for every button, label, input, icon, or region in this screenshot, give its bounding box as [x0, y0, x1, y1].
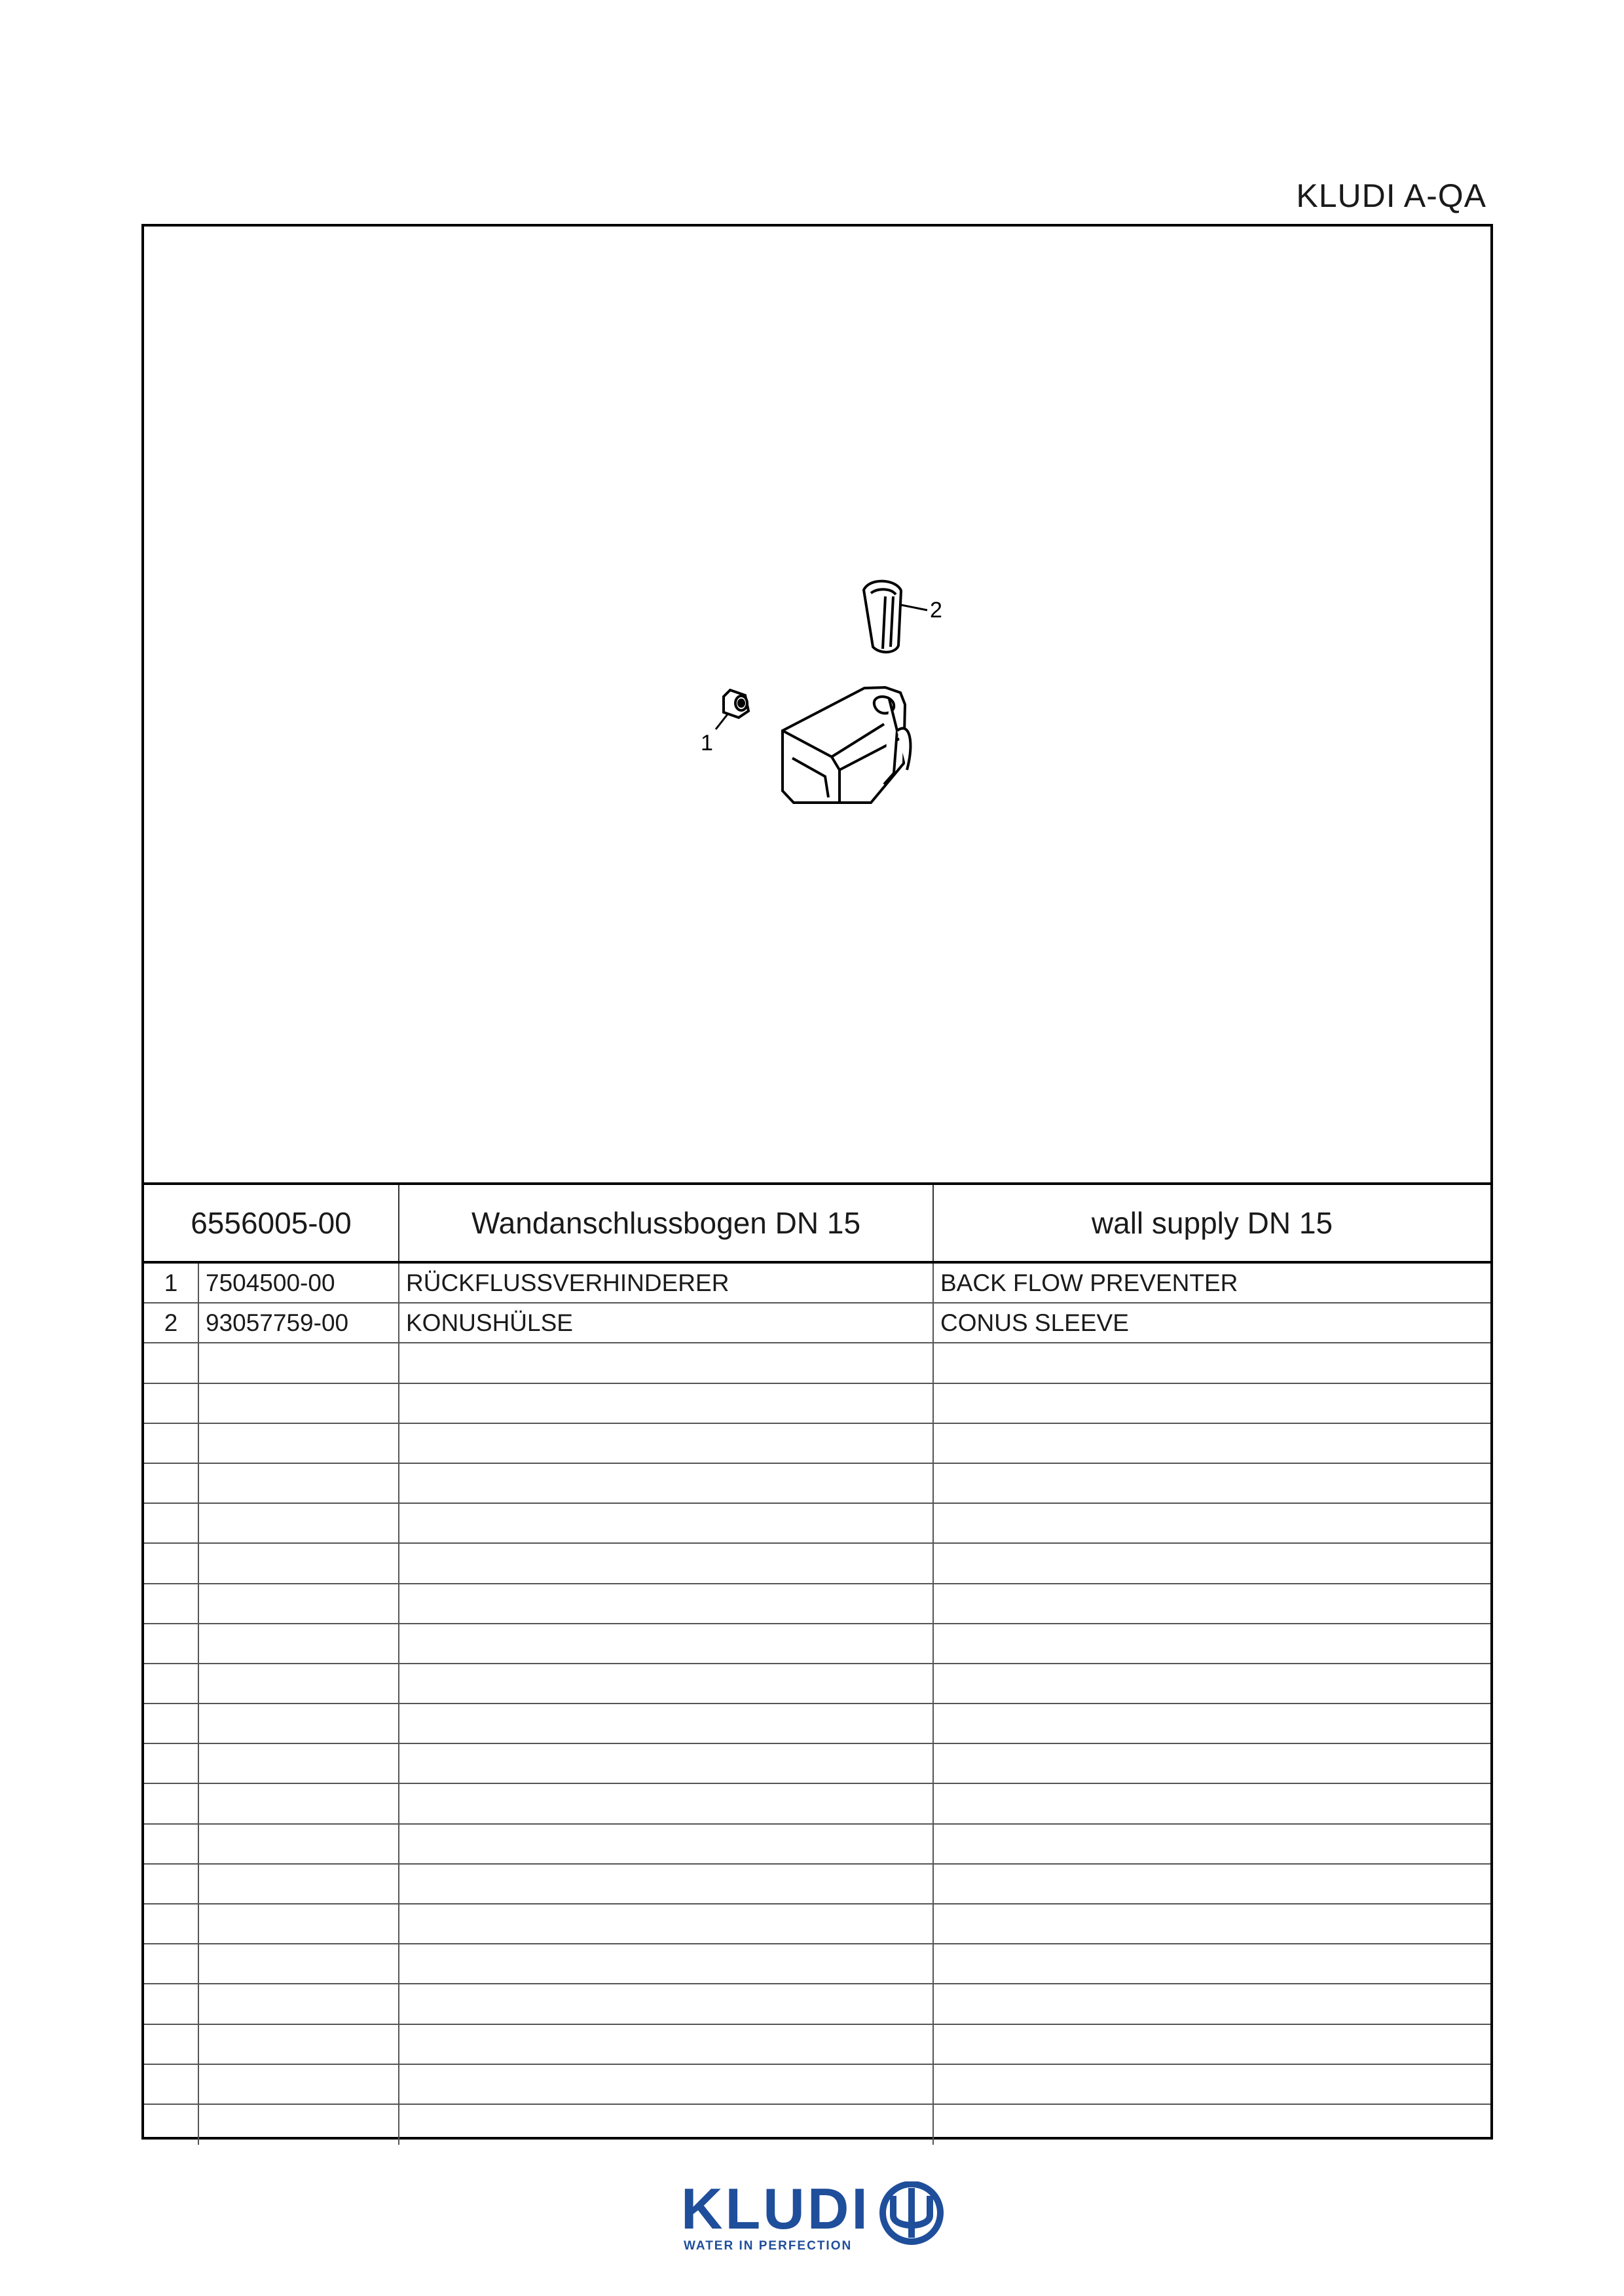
empty-cell — [144, 1424, 199, 1463]
product-code: 6556005-00 — [144, 1185, 399, 1261]
table-row — [144, 1704, 1490, 1744]
empty-cell — [934, 1944, 1490, 1983]
empty-cell — [144, 1384, 199, 1423]
empty-cell — [399, 1544, 934, 1582]
empty-cell — [399, 1704, 934, 1743]
empty-cell — [144, 1704, 199, 1743]
empty-cell — [199, 2105, 399, 2145]
empty-cell — [934, 1584, 1490, 1623]
empty-cell — [144, 1984, 199, 2023]
back-flow-preventer-part — [724, 690, 748, 718]
part-name-english: CONUS SLEEVE — [940, 1309, 1129, 1336]
empty-cell — [144, 1664, 199, 1703]
exploded-drawing-svg — [144, 227, 1490, 1182]
conus-sleeve-part — [864, 581, 901, 652]
empty-cell — [934, 1744, 1490, 1783]
empty-cell — [934, 1384, 1490, 1423]
empty-cell — [399, 1664, 934, 1703]
empty-cell — [399, 1904, 934, 1943]
empty-cell — [934, 2065, 1490, 2104]
table-row — [144, 1303, 1490, 1343]
empty-cell — [399, 1744, 934, 1783]
table-row — [144, 1504, 1490, 1544]
parts-sheet-frame — [141, 224, 1493, 2140]
kludi-logo — [681, 2176, 956, 2253]
empty-cell — [144, 1504, 199, 1542]
empty-cell — [399, 1984, 934, 2023]
empty-cell — [934, 1904, 1490, 1943]
part-position: 1 — [144, 1264, 199, 1302]
product-name-german: Wandanschlussbogen DN 15 — [399, 1185, 934, 1261]
table-row — [144, 2025, 1490, 2065]
empty-cell — [199, 1704, 399, 1743]
table-row — [144, 1384, 1490, 1424]
table-row — [144, 1825, 1490, 1865]
empty-cell — [399, 1424, 934, 1463]
kludi-wave-icon — [877, 2181, 950, 2247]
empty-cell — [399, 1624, 934, 1663]
empty-cell — [144, 1584, 199, 1623]
empty-cell — [399, 1825, 934, 1863]
empty-cell — [144, 1865, 199, 1903]
empty-cell — [199, 1504, 399, 1542]
table-row — [144, 2105, 1490, 2145]
part-code: 93057759-00 — [199, 1303, 399, 1342]
empty-cell — [934, 2105, 1490, 2145]
part-code: 7504500-00 — [199, 1264, 399, 1302]
empty-cell — [399, 1384, 934, 1423]
empty-cell — [199, 1784, 399, 1823]
empty-cell — [934, 1464, 1490, 1503]
empty-cell — [199, 1424, 399, 1463]
empty-cell — [934, 1544, 1490, 1582]
table-row — [144, 1865, 1490, 1904]
table-row — [144, 1584, 1490, 1624]
table-row — [144, 1784, 1490, 1824]
empty-cell — [934, 1664, 1490, 1703]
empty-cell — [199, 2025, 399, 2064]
empty-cell — [399, 1784, 934, 1823]
empty-cell — [144, 1784, 199, 1823]
empty-cell — [199, 1904, 399, 1943]
empty-cell — [144, 1343, 199, 1382]
empty-cell — [144, 1904, 199, 1943]
product-name-english: wall supply DN 15 — [1091, 1206, 1333, 1240]
table-row — [144, 1984, 1490, 2024]
empty-cell — [199, 1544, 399, 1582]
part-name-german: KONUSHÜLSE — [399, 1303, 934, 1342]
empty-cell — [199, 1464, 399, 1503]
empty-cell — [399, 1584, 934, 1623]
empty-cell — [199, 1384, 399, 1423]
table-row — [144, 1664, 1490, 1704]
product-header-row — [144, 1182, 1490, 1264]
empty-cell — [399, 1944, 934, 1983]
empty-cell — [399, 2025, 934, 2064]
document-title: KLUDI A-QA — [1296, 177, 1486, 214]
exploded-drawing — [144, 227, 1490, 1182]
empty-cell — [199, 1744, 399, 1783]
table-row — [144, 1944, 1490, 1984]
part-position: 2 — [144, 1303, 199, 1342]
table-row — [144, 1904, 1490, 1944]
part-name-german: RÜCKFLUSSVERHINDERER — [399, 1264, 934, 1302]
empty-cell — [144, 2025, 199, 2064]
empty-cell — [399, 2105, 934, 2145]
empty-cell — [199, 1584, 399, 1623]
empty-cell — [144, 1825, 199, 1863]
table-row — [144, 1624, 1490, 1664]
empty-cell — [199, 1944, 399, 1983]
empty-cell — [399, 2065, 934, 2104]
empty-cell — [934, 1424, 1490, 1463]
empty-cell — [199, 1984, 399, 2023]
empty-cell — [934, 1865, 1490, 1903]
table-row — [144, 1264, 1490, 1303]
empty-cell — [199, 1343, 399, 1382]
empty-cell — [934, 2025, 1490, 2064]
table-row — [144, 1464, 1490, 1504]
empty-cell — [199, 1825, 399, 1863]
empty-cell — [199, 2065, 399, 2104]
empty-cell — [144, 2105, 199, 2145]
table-row — [144, 1744, 1490, 1784]
table-row — [144, 1544, 1490, 1584]
empty-cell — [934, 1343, 1490, 1382]
empty-cell — [144, 2065, 199, 2104]
empty-cell — [934, 1784, 1490, 1823]
empty-cell — [144, 1944, 199, 1983]
empty-cell — [399, 1865, 934, 1903]
empty-cell — [399, 1464, 934, 1503]
empty-cell — [934, 1624, 1490, 1663]
empty-cell — [934, 1984, 1490, 2023]
wall-supply-body — [783, 687, 910, 803]
empty-cell — [144, 1624, 199, 1663]
empty-cell — [934, 1704, 1490, 1743]
parts-list — [144, 1264, 1490, 2145]
empty-cell — [399, 1343, 934, 1382]
empty-cell — [934, 1825, 1490, 1863]
callout-1: 1 — [701, 731, 713, 756]
empty-cell — [399, 1504, 934, 1542]
empty-cell — [144, 1464, 199, 1503]
empty-cell — [144, 1744, 199, 1783]
empty-cell — [199, 1865, 399, 1903]
empty-cell — [144, 1544, 199, 1582]
table-row — [144, 1424, 1490, 1464]
empty-cell — [199, 1624, 399, 1663]
table-row — [144, 1343, 1490, 1383]
empty-cell — [199, 1664, 399, 1703]
logo-tagline: WATER IN PERFECTION — [684, 2239, 853, 2253]
logo-brand: KLUDI — [681, 2176, 870, 2241]
empty-cell — [934, 1504, 1490, 1542]
table-row — [144, 2065, 1490, 2105]
callout-2: 2 — [930, 598, 942, 623]
part-name-english: BACK FLOW PREVENTER — [940, 1269, 1238, 1296]
